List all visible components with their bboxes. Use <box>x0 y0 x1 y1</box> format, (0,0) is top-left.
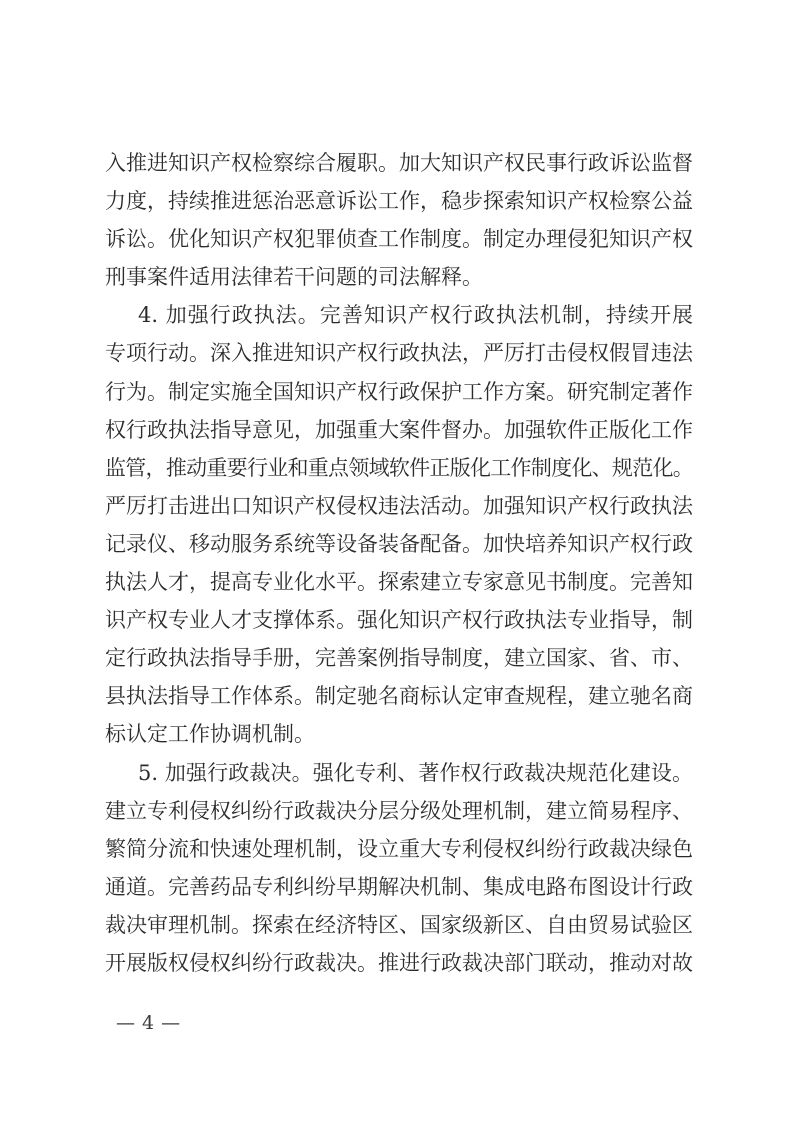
text-line: 严厉打击进出口知识产权侵权违法活动。加强知识产权行政执法 <box>105 493 693 518</box>
text-line: 权行政执法指导意见，加强重大案件督办。加强软件正版化工作 <box>105 417 693 442</box>
text-line: 标认定工作协调机制。 <box>105 722 315 747</box>
text-line: 监管，推动重要行业和重点领域软件正版化工作制度化、规范化。 <box>105 455 693 480</box>
text-line: 识产权专业人才支撑体系。强化知识产权行政执法专业指导，制 <box>105 608 693 633</box>
text-line: 通道。完善药品专利纠纷早期解决机制、集成电路布图设计行政 <box>105 874 693 899</box>
text-line: 力度，持续推进惩治恶意诉讼工作，稳步探索知识产权检察公益 <box>105 189 693 214</box>
text-line: 执法人才，提高专业化水平。探索建立专家意见书制度。完善知 <box>105 570 693 595</box>
document-body <box>105 144 693 982</box>
text-line: 建立专利侵权纠纷行政裁决分层分级处理机制，建立简易程序、 <box>105 798 693 823</box>
page-number: — 4 — <box>116 1012 181 1034</box>
text-line: 专项行动。深入推进知识产权行政执法，严厉打击侵权假冒违法 <box>105 341 693 366</box>
text-line: 记录仪、移动服务系统等设备装备配备。加快培养知识产权行政 <box>105 531 693 556</box>
text-line: 4. 加强行政执法。完善知识产权行政执法机制，持续开展 <box>138 303 693 328</box>
text-line: 行为。制定实施全国知识产权行政保护工作方案。研究制定著作 <box>105 379 693 404</box>
text-line: 入推进知识产权检察综合履职。加大知识产权民事行政诉讼监督 <box>105 151 693 175</box>
text-line: 定行政执法指导手册，完善案例指导制度，建立国家、省、市、 <box>105 646 693 671</box>
text-line: 诉讼。优化知识产权犯罪侦查工作制度。制定办理侵犯知识产权 <box>105 227 693 252</box>
text-line: 开展版权侵权纠纷行政裁决。推进行政裁决部门联动，推动对故 <box>105 950 693 975</box>
text-line: 裁决审理机制。探索在经济特区、国家级新区、自由贸易试验区 <box>105 912 693 937</box>
text-line: 繁简分流和快速处理机制，设立重大专利侵权纠纷行政裁决绿色 <box>105 836 693 861</box>
text-line: 5. 加强行政裁决。强化专利、著作权行政裁决规范化建设。 <box>138 760 693 785</box>
text-line: 县执法指导工作体系。制定驰名商标认定审查规程，建立驰名商 <box>105 684 693 709</box>
text-line: 刑事案件适用法律若干问题的司法解释。 <box>105 265 483 290</box>
